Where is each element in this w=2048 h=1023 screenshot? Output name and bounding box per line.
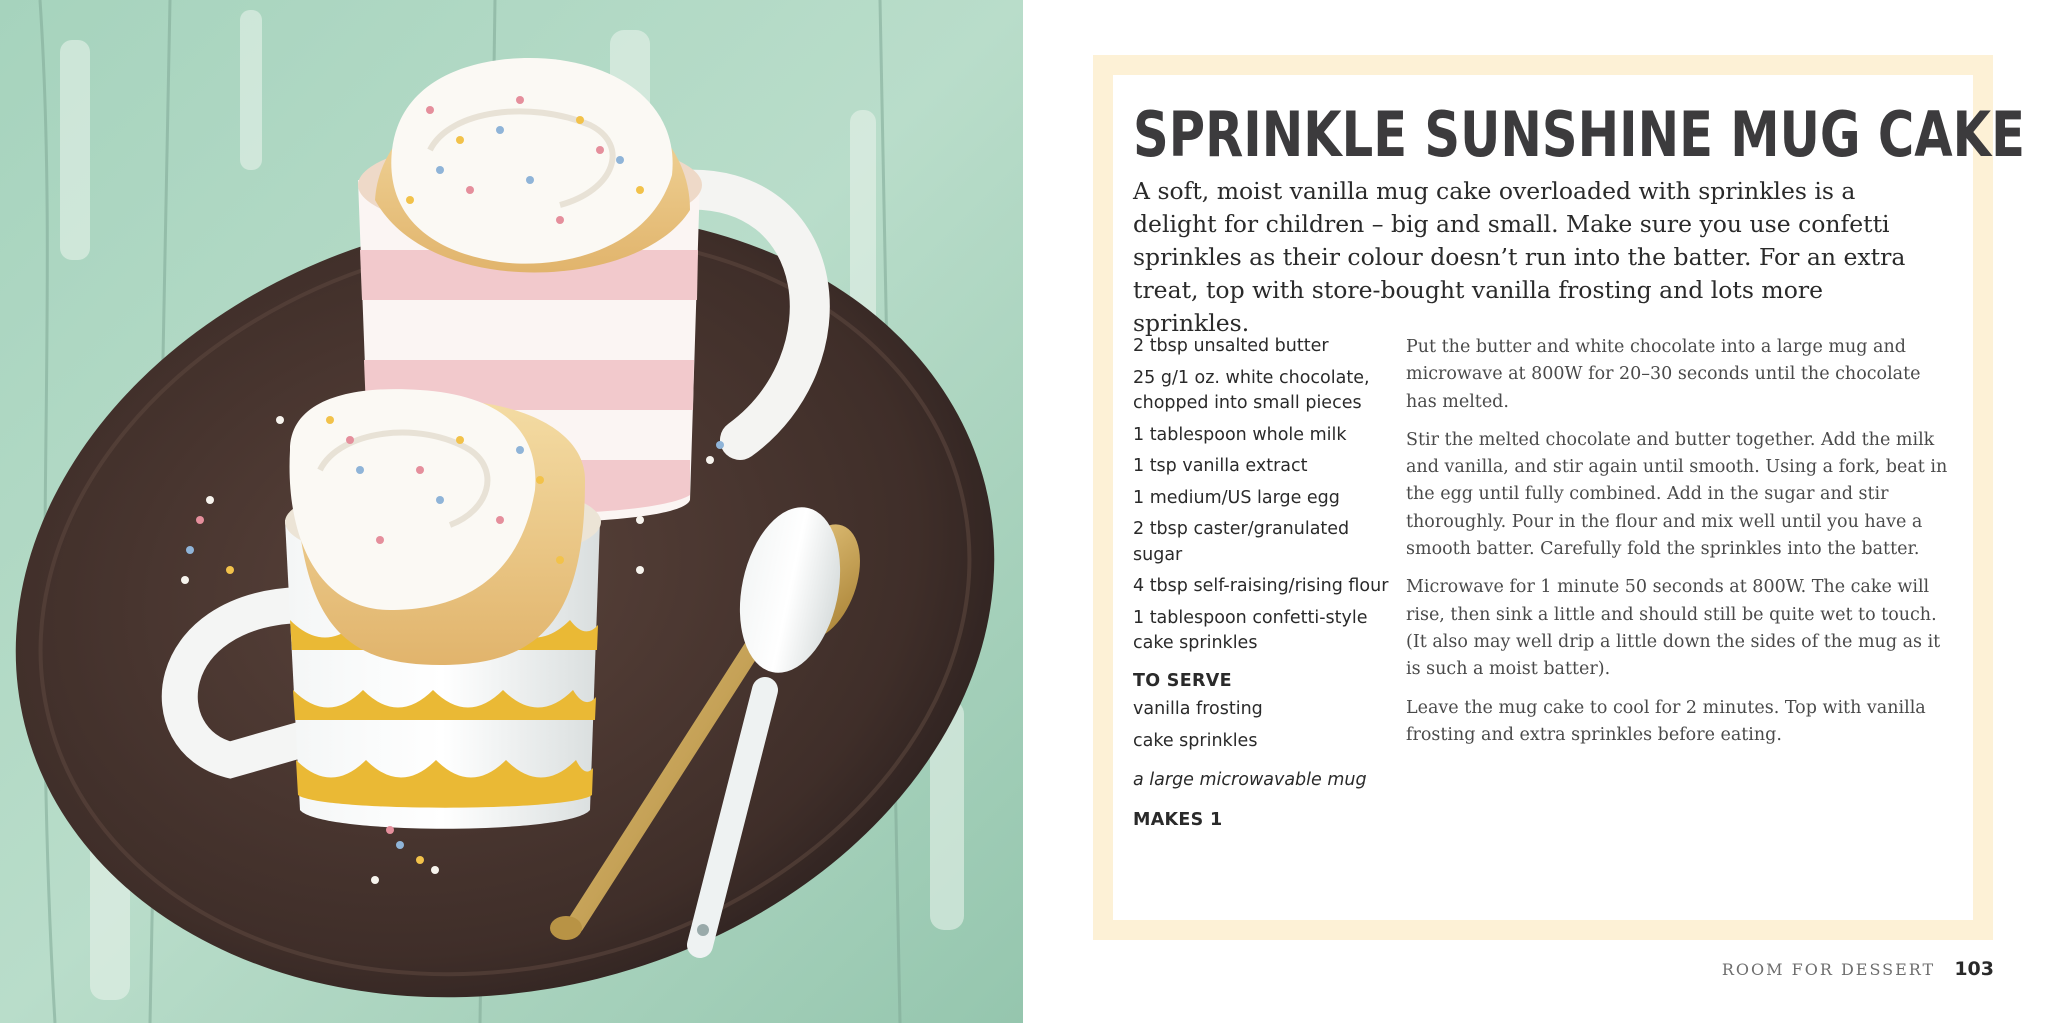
method-step: Leave the mug cake to cool for 2 minutes. Top with vanilla frosting and extra sprinkles before eating. [1406,697,1926,745]
ingredient-item: 25 g/1 oz. white chocolate, chopped into small pieces [1133,367,1370,413]
method-step: Microwave for 1 minute 50 seconds at 800W. The cake will rise, then sink a little and should still be quite wet to touch. (It also may well drip a little down the sides of the mug as it is such a moist batter). [1406,577,1941,680]
ingredient-item: 4 tbsp self-raising/rising flour [1133,576,1389,596]
to-serve-heading: TO SERVE [1133,670,1232,691]
recipe-frame [1093,55,2026,940]
ingredient-item: 2 tbsp caster/granulated sugar [1133,519,1350,565]
recipe-title: SPRINKLE SUNSHINE MUG CAKE [1133,98,2026,171]
ingredient-item: 1 tsp vanilla extract [1133,456,1308,476]
page-footer [1722,958,1994,980]
ingredients-list [1133,334,1393,833]
method-step: Put the butter and white chocolate into a large mug and microwave at 800W for 20–30 seconds until the chocolate has melted. [1406,337,1921,412]
ingredient-item: 1 tablespoon confetti-style cake sprinkles [1133,607,1368,653]
equipment-note: a large microwavable mug [1133,770,1367,790]
method-step: Stir the melted chocolate and butter together. Add the milk and vanilla, and stir again until smooth. Using a fork, beat in the egg until fully combined. Add in the sugar and stir thoroughly. Pour in the flour and mix well until you have a smooth batter. Carefully fold the sprinkles into the batter. [1406,429,1948,560]
method-steps [1406,334,1954,760]
serve-item: cake sprinkles [1133,730,1258,751]
mug-cake-photo [0,0,1023,1023]
page-number: 103 [1954,958,1994,980]
recipe-intro: A soft, moist vanilla mug cake overloaded with sprinkles is a delight for children – big and small. Make sure you use confetti sprinkles as their colour doesn’t run into the batter. For an extra treat, top with store-bought vanilla frosting and lots more sprinkles. [1133,177,1906,337]
section-name: ROOM FOR DESSERT [1721,960,1936,979]
ingredient-item: 1 medium/US large egg [1133,487,1340,508]
ingredient-item: 2 tbsp unsalted butter [1133,336,1329,356]
yield-label: MAKES 1 [1133,809,1223,830]
ingredient-item: 1 tablespoon whole milk [1133,424,1347,445]
serve-item: vanilla frosting [1133,699,1263,719]
recipe-card [1113,75,2026,920]
